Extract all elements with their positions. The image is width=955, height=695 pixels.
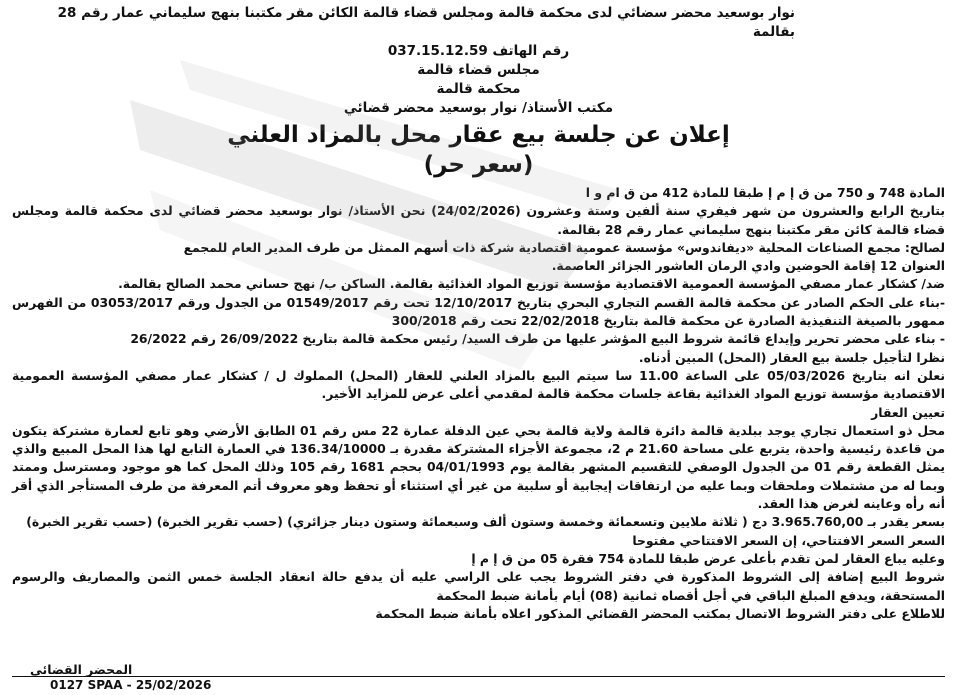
beneficiary-address: العنوان 12 إقامة الحوضين وادي الرمان العاشور الجزائر العاصمة. <box>551 258 945 274</box>
date-paragraph: بتاريخ الرابع والعشرون من شهر فيفري سنة ألفين وستة وعشرون (24/02/2026) نحن الأستاذ/ نوار بوسعيد محضر قضائي لدى محكمة قالمة ومجلس قضاء قالمة كائن مقر مكتبنا بنهج سليماني عمار رقم 28 بقالمة. <box>12 203 945 237</box>
price-paragraph: بسعر يقدر بـ 3.965.760,00 دج ( ثلاثة ملايين وتسعمائة وخمسة وستون ألف وسبعمائة وستون دينار جزائري) (حسب تقرير الخبرة) (حسب تقرير الخبرة) <box>26 514 945 530</box>
sale-terms-paragraph: شروط البيع إضافة إلى الشروط المذكورة في دفتر الشروط يجب على الراسي عليه أن يدفع حالة انعقاد الجلسة خمس الثمن والمصاريف والرسوم المستحقة، ويدفع المبلغ الباقي في أجل أقصاه ثمانية (08) أيام بأمانة ضبط المحكمة <box>12 569 945 603</box>
header-phone: رقم الهاتف 037.15.12.59 <box>387 43 570 59</box>
legal-article-ref: المادة 748 و 750 من ق إ م إ طبقا للمادة 412 من ق ام و ا <box>585 185 945 200</box>
header-council: مجلس قضاء قالمة <box>417 62 540 78</box>
beneficiary-paragraph: لصالح: مجمع الصناعات المحلية «ديفاندوس» مؤسسة عمومية اقتصادية شركة ذات أسهم الممثل من طرف المدير العام للمجمع <box>183 239 945 255</box>
against-paragraph: ضد/ كشكار عمار مصفي المؤسسة العمومية الاقتصادية مؤسسة توزيع المواد الغذائية بقالمة. الساكن ب/ نهج حساني محمد الصالح بقالمة. <box>118 276 945 292</box>
announcement-title: إعلان عن جلسة بيع عقار محل بالمزاد العلني <box>227 122 730 148</box>
header-block <box>12 4 945 118</box>
announcement-body <box>12 184 945 623</box>
property-description: محل ذو استعمال تجاري يوجد ببلدية قالمة دائرة قالمة ولاية قالمة بحي عين الدفلة عمارة 22 مس رقم 01 الطابق الأرضي وهو تابع لعمارة مشتركة يتكون من قاعدة رئيسية واحدة، يتربع على مساحة 21.60 م 2، مجموعة الأجزاء المشتركة مقدرة بـ 136.34/10000 في العمارة التابع لها هذا المحل المبيع والذي يمثل القطعة رقم 01 من الجدول الوصفي للتقسيم المشهر بقالمة يوم 04/01/1993 بحجم 1681 رقم 105 وذلك المحل كما هو موجود ومسترسل وممتد وبما له من مشتملات وملحقات وبما عليه من ارتفاقات إيجابية أو سلبية من غير أي استثناء أو تحفظ وهو معروف أتم المعرفة من طرف المستأجر الذي أقر أنه رأه وعاينه لغرض هذا العقد. <box>12 422 946 512</box>
header-bailiff-line: نوار بوسعيد محضر سضائي لدى محكمة قالمة ومجلس قضاء قالمة الكائن مقر مكتبنا بنهج سليماني عمار رقم 28 بقالمة <box>57 5 795 40</box>
header-office: مكتب الأستاذ/ نوار بوسعيد محضر قضائي <box>343 100 614 116</box>
footer-code: 0127 SPAA - 25/02/2026 <box>40 678 221 692</box>
footer-divider <box>12 676 945 677</box>
conditions-paragraph: - بناء على محضر تحرير وإيداع قائمة شروط البيع المؤشر عليها من طرف السيد/ رئيس محكمة قالمة بتاريخ 26/09/2022 رقم 26/2022 <box>130 331 945 347</box>
announcement-subtitle: (سعر حر) <box>423 152 534 178</box>
highest-bid-paragraph: وعليه يباع العقار لمن تقدم بأعلى عرض طبقا للمادة 754 فقرة 05 من ق إ م إ <box>471 550 945 566</box>
postponement-paragraph: نظرا لتأجيل جلسة بيع العقار (المحل) المبين أدناه. <box>638 349 945 365</box>
judgment-paragraph: -بناء على الحكم الصادر عن محكمة قالمة القسم التجاري البحري بتاريخ 12/10/2017 تحت رقم 01549/2017 من الجدول ورقم 03053/2017 من الفهرس ممهور بالصيغة التنفيذية الصادرة عن محكمة قالمة بتاريخ 22/02/2018 تحت رقم 300/2018 <box>12 294 946 329</box>
bailiff-signature: المحضر القضائي <box>30 662 133 677</box>
opening-price-paragraph: السعر السعر الافتتاحي، إن السعر الافتتاحي مفتوحا <box>632 532 945 548</box>
sale-announcement-paragraph: نعلن انه بتاريخ 05/03/2026 على الساعة 11.00 سا سيتم البيع بالمزاد العلني للعقار (المحل) المملوك ل / كشكار عمار مصفي المؤسسة العمومية الاقتصادية مؤسسة توزيع المواد الغذائية بقاعة جلسات محكمة قالمة لمقدمي أعلى عرض للمزايد الأخير. <box>12 367 945 402</box>
header-court: محكمة قالمة <box>436 81 521 97</box>
consultation-paragraph: للاطلاع على دفتر الشروط الاتصال بمكتب المحضر القضائي المذكور اعلاه بأمانة ضبط المحكمة <box>375 605 945 621</box>
property-heading: تعيين العقار <box>871 404 945 420</box>
